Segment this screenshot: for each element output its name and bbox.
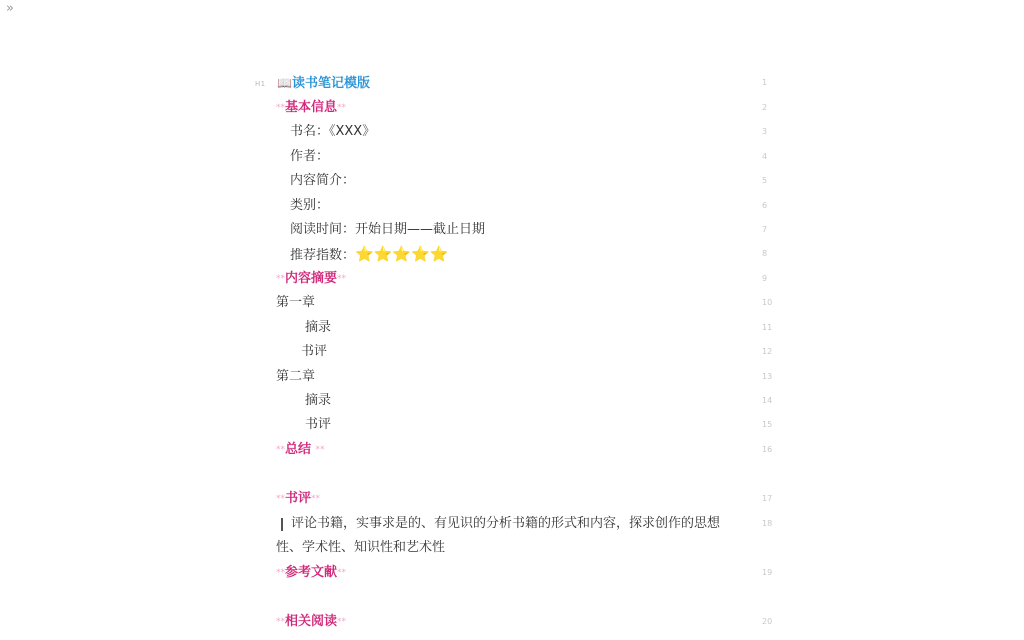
review-quote-line: 性、学术性、知识性和艺术性: [276, 540, 446, 555]
book-icon: 📖: [277, 76, 292, 90]
line-number: 17: [762, 494, 773, 503]
editor-line[interactable]: [255, 194, 775, 218]
page-title: [277, 71, 370, 96]
editor-line[interactable]: [255, 389, 775, 413]
line-number: 11: [762, 323, 773, 332]
section-heading-conclusion: **总结 **: [276, 442, 325, 457]
blockquote-bar: [281, 518, 283, 531]
chapter-review: 书评: [305, 417, 332, 432]
editor-line[interactable]: [255, 145, 775, 169]
line-number: 6: [762, 201, 768, 210]
chapter-title: 第一章: [276, 295, 316, 310]
section-heading-basic-info: **基本信息**: [276, 100, 347, 115]
field-reading-time: 阅读时间：开始日期——截止日期: [290, 222, 486, 237]
heading-level-tag: H1: [255, 80, 266, 88]
line-number: 16: [762, 445, 773, 454]
section-heading-related-reading: **相关阅读**: [276, 614, 347, 629]
field-author: 作者：: [290, 149, 330, 164]
field-category: 类别：: [290, 198, 330, 213]
editor-line[interactable]: [255, 71, 775, 95]
star-rating-icon: ⭐⭐⭐⭐⭐: [355, 245, 449, 263]
field-intro: 内容简介：: [290, 173, 356, 188]
line-number: 20: [762, 617, 773, 626]
editor-line[interactable]: [255, 512, 775, 536]
line-number: 2: [762, 103, 768, 112]
field-book-name: 书名：《XXX》: [290, 124, 376, 139]
editor-line[interactable]: [255, 267, 775, 291]
editor-line[interactable]: [255, 487, 775, 511]
section-heading-content-summary: **内容摘要**: [276, 271, 347, 286]
editor-line[interactable]: [255, 561, 775, 585]
chapter-title: 第二章: [276, 369, 316, 384]
line-number: 4: [762, 152, 768, 161]
line-number: 8: [762, 249, 768, 258]
editor-line[interactable]: [255, 218, 775, 242]
line-number: 3: [762, 127, 768, 136]
editor-line[interactable]: [255, 120, 775, 144]
review-quote-line: 评论书籍，实事求是的、有见识的分析书籍的形式和内容，探求创作的思想: [291, 516, 721, 531]
line-number: 9: [762, 274, 768, 283]
chapter-review: 书评: [301, 344, 328, 359]
page-title-text: 读书笔记模版: [291, 76, 370, 91]
line-number: 1: [762, 78, 768, 87]
line-number: 5: [762, 176, 768, 185]
chapter-excerpt: 摘录: [305, 320, 332, 335]
line-number: 18: [762, 519, 773, 528]
line-number: 19: [762, 568, 773, 577]
editor-line[interactable]: [255, 242, 775, 266]
rating-label: 推荐指数：: [290, 248, 356, 263]
line-number: 14: [762, 396, 773, 405]
editor-line[interactable]: [255, 365, 775, 389]
line-number: 15: [762, 420, 773, 429]
editor-line[interactable]: [255, 340, 775, 364]
editor-line[interactable]: [255, 291, 775, 315]
field-rating: [290, 242, 448, 268]
editor-line[interactable]: [255, 438, 775, 462]
editor-line[interactable]: [255, 316, 775, 340]
editor-line[interactable]: [255, 96, 775, 120]
line-number: 10: [762, 298, 773, 307]
line-number: 13: [762, 372, 773, 381]
editor-line[interactable]: [255, 610, 775, 634]
section-heading-references: **参考文献**: [276, 565, 347, 580]
line-number: 7: [762, 225, 768, 234]
line-number: 12: [762, 347, 773, 356]
editor-line[interactable]: [255, 169, 775, 193]
section-heading-review: **书评**: [276, 491, 321, 506]
editor-line[interactable]: [255, 413, 775, 437]
sidebar-toggle-icon[interactable]: »: [6, 1, 14, 16]
chapter-excerpt: 摘录: [305, 393, 332, 408]
editor-line-wrap[interactable]: [255, 536, 775, 560]
